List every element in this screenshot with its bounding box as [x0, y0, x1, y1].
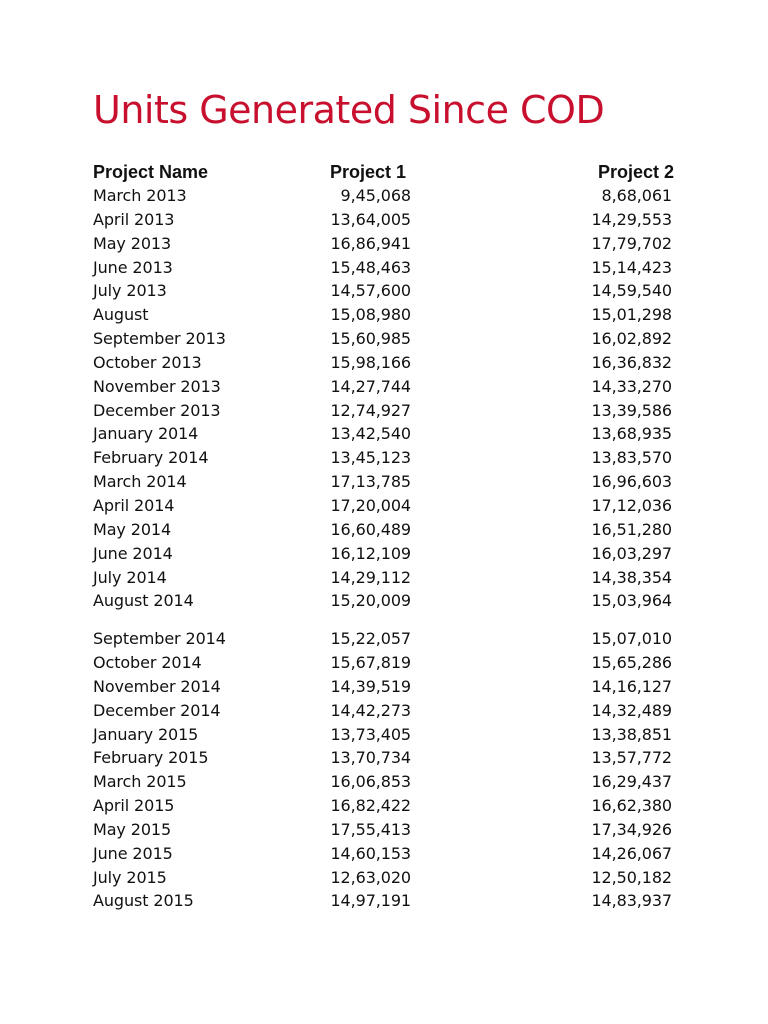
row-project-2-value: 13,57,772 — [591, 748, 672, 768]
row-project-1-value: 13,73,405 — [330, 724, 411, 744]
row-month: January 2014 — [93, 424, 199, 444]
row-project-1-value: 15,22,057 — [330, 629, 411, 649]
table-row — [93, 820, 693, 844]
row-project-2-value: 13,39,586 — [591, 400, 672, 420]
row-project-2-value: 8,68,061 — [601, 186, 672, 205]
row-month: May 2014 — [93, 519, 172, 539]
row-project-1-value: 15,60,985 — [330, 329, 411, 349]
table-body — [93, 186, 693, 915]
row-month: January 2015 — [93, 724, 199, 744]
row-project-2-value: 15,14,423 — [591, 257, 672, 277]
row-project-2-value: 16,62,380 — [591, 796, 672, 816]
row-project-1-value: 13,45,123 — [330, 448, 411, 468]
row-month: December 2014 — [93, 700, 221, 720]
units-table — [93, 162, 693, 915]
row-project-2-value: 16,29,437 — [591, 772, 672, 792]
row-month: August 2015 — [93, 891, 194, 911]
table-row — [93, 748, 693, 772]
table-row — [93, 868, 693, 892]
table-row — [93, 424, 693, 448]
row-project-1-value: 15,48,463 — [330, 257, 411, 277]
row-month: June 2014 — [93, 543, 173, 563]
table-row — [93, 329, 693, 353]
row-project-2-value: 15,01,298 — [591, 305, 672, 325]
table-row — [93, 472, 693, 496]
header-project-2: Project 2 — [597, 162, 674, 182]
row-month: November 2014 — [93, 676, 221, 696]
table-row — [93, 772, 693, 796]
row-project-1-value: 13,64,005 — [330, 209, 411, 229]
table-row — [93, 701, 693, 725]
table-row — [93, 568, 693, 592]
row-project-1-value: 14,57,600 — [330, 281, 411, 301]
row-project-1-value: 14,39,519 — [330, 676, 411, 696]
row-project-1-value: 9,45,068 — [340, 186, 411, 205]
row-project-2-value: 12,50,182 — [591, 867, 672, 887]
row-project-1-value: 14,97,191 — [330, 891, 411, 911]
table-row — [93, 591, 693, 615]
table-row — [93, 234, 693, 258]
row-project-1-value: 15,20,009 — [330, 591, 411, 611]
row-project-2-value: 13,83,570 — [591, 448, 672, 468]
table-row — [93, 186, 693, 210]
row-month: July 2015 — [93, 867, 167, 887]
row-month: September 2013 — [93, 329, 226, 349]
row-month: July 2013 — [93, 281, 167, 301]
table-row — [93, 796, 693, 820]
row-project-2-value: 15,07,010 — [591, 629, 672, 649]
row-project-1-value: 17,13,785 — [330, 472, 411, 492]
table-row — [93, 653, 693, 677]
row-project-1-value: 15,98,166 — [330, 352, 411, 372]
row-project-1-value: 15,08,980 — [330, 305, 411, 325]
row-project-1-value: 12,63,020 — [330, 867, 411, 887]
row-project-2-value: 17,34,926 — [591, 819, 672, 839]
row-month: August — [93, 305, 149, 325]
row-project-2-value: 14,33,270 — [591, 376, 672, 396]
row-project-2-value: 16,02,892 — [591, 329, 672, 349]
row-project-2-value: 16,96,603 — [591, 472, 672, 492]
row-month: August 2014 — [93, 591, 194, 611]
row-project-1-value: 14,27,744 — [330, 376, 411, 396]
row-project-2-value: 13,38,851 — [591, 724, 672, 744]
row-project-1-value: 16,82,422 — [330, 796, 411, 816]
row-month: February 2014 — [93, 448, 209, 468]
table-row — [93, 496, 693, 520]
header-project-1: Project 1 — [329, 162, 406, 182]
table-header-row — [93, 162, 693, 186]
row-project-2-value: 15,65,286 — [591, 653, 672, 673]
row-project-2-value: 16,03,297 — [591, 543, 672, 563]
table-row — [93, 629, 693, 653]
row-project-2-value: 13,68,935 — [591, 424, 672, 444]
table-row — [93, 891, 693, 915]
table-row — [93, 258, 693, 282]
row-project-2-value: 14,32,489 — [591, 700, 672, 720]
row-project-1-value: 13,42,540 — [330, 424, 411, 444]
row-project-2-value: 15,03,964 — [591, 591, 672, 611]
row-project-1-value: 14,42,273 — [330, 700, 411, 720]
row-month: June 2013 — [93, 257, 173, 277]
row-month: November 2013 — [93, 376, 221, 396]
page-title: Units Generated Since COD — [93, 88, 605, 132]
row-project-2-value: 14,29,553 — [591, 209, 672, 229]
row-month: May 2013 — [93, 233, 172, 253]
row-project-1-value: 13,70,734 — [330, 748, 411, 768]
row-month: May 2015 — [93, 819, 172, 839]
row-month: February 2015 — [93, 748, 209, 768]
row-project-2-value: 16,36,832 — [591, 352, 672, 372]
row-month: October 2013 — [93, 352, 202, 372]
row-project-2-value: 14,38,354 — [591, 567, 672, 587]
row-month: September 2014 — [93, 629, 226, 649]
row-project-1-value: 16,06,853 — [330, 772, 411, 792]
row-project-2-value: 17,12,036 — [591, 495, 672, 515]
row-project-1-value: 14,29,112 — [330, 567, 411, 587]
row-project-1-value: 16,60,489 — [330, 519, 411, 539]
row-project-1-value: 16,86,941 — [330, 233, 411, 253]
row-month: July 2014 — [93, 567, 167, 587]
table-row — [93, 544, 693, 568]
row-project-2-value: 14,26,067 — [591, 843, 672, 863]
row-month: March 2014 — [93, 472, 187, 492]
table-row — [93, 448, 693, 472]
table-row — [93, 520, 693, 544]
table-row — [93, 377, 693, 401]
table-row — [93, 305, 693, 329]
row-project-1-value: 17,55,413 — [330, 819, 411, 839]
row-month: April 2015 — [93, 796, 175, 816]
row-month: April 2014 — [93, 495, 175, 515]
row-project-2-value: 14,83,937 — [591, 891, 672, 911]
row-month: October 2014 — [93, 653, 202, 673]
table-row — [93, 725, 693, 749]
table-row — [93, 401, 693, 425]
row-month: April 2013 — [93, 209, 175, 229]
table-row — [93, 281, 693, 305]
row-project-2-value: 14,16,127 — [591, 676, 672, 696]
row-project-2-value: 17,79,702 — [591, 233, 672, 253]
header-project-name: Project Name — [93, 162, 209, 182]
row-project-1-value: 14,60,153 — [330, 843, 411, 863]
row-project-2-value: 14,59,540 — [591, 281, 672, 301]
table-row — [93, 210, 693, 234]
table-row — [93, 677, 693, 701]
table-row — [93, 353, 693, 377]
row-project-2-value: 16,51,280 — [591, 519, 672, 539]
row-month: June 2015 — [93, 843, 173, 863]
row-project-1-value: 15,67,819 — [330, 653, 411, 673]
row-month: March 2013 — [93, 186, 187, 205]
row-month: December 2013 — [93, 400, 221, 420]
row-project-1-value: 16,12,109 — [330, 543, 411, 563]
row-month: March 2015 — [93, 772, 187, 792]
table-row — [93, 844, 693, 868]
row-project-1-value: 12,74,927 — [330, 400, 411, 420]
row-project-1-value: 17,20,004 — [330, 495, 411, 515]
